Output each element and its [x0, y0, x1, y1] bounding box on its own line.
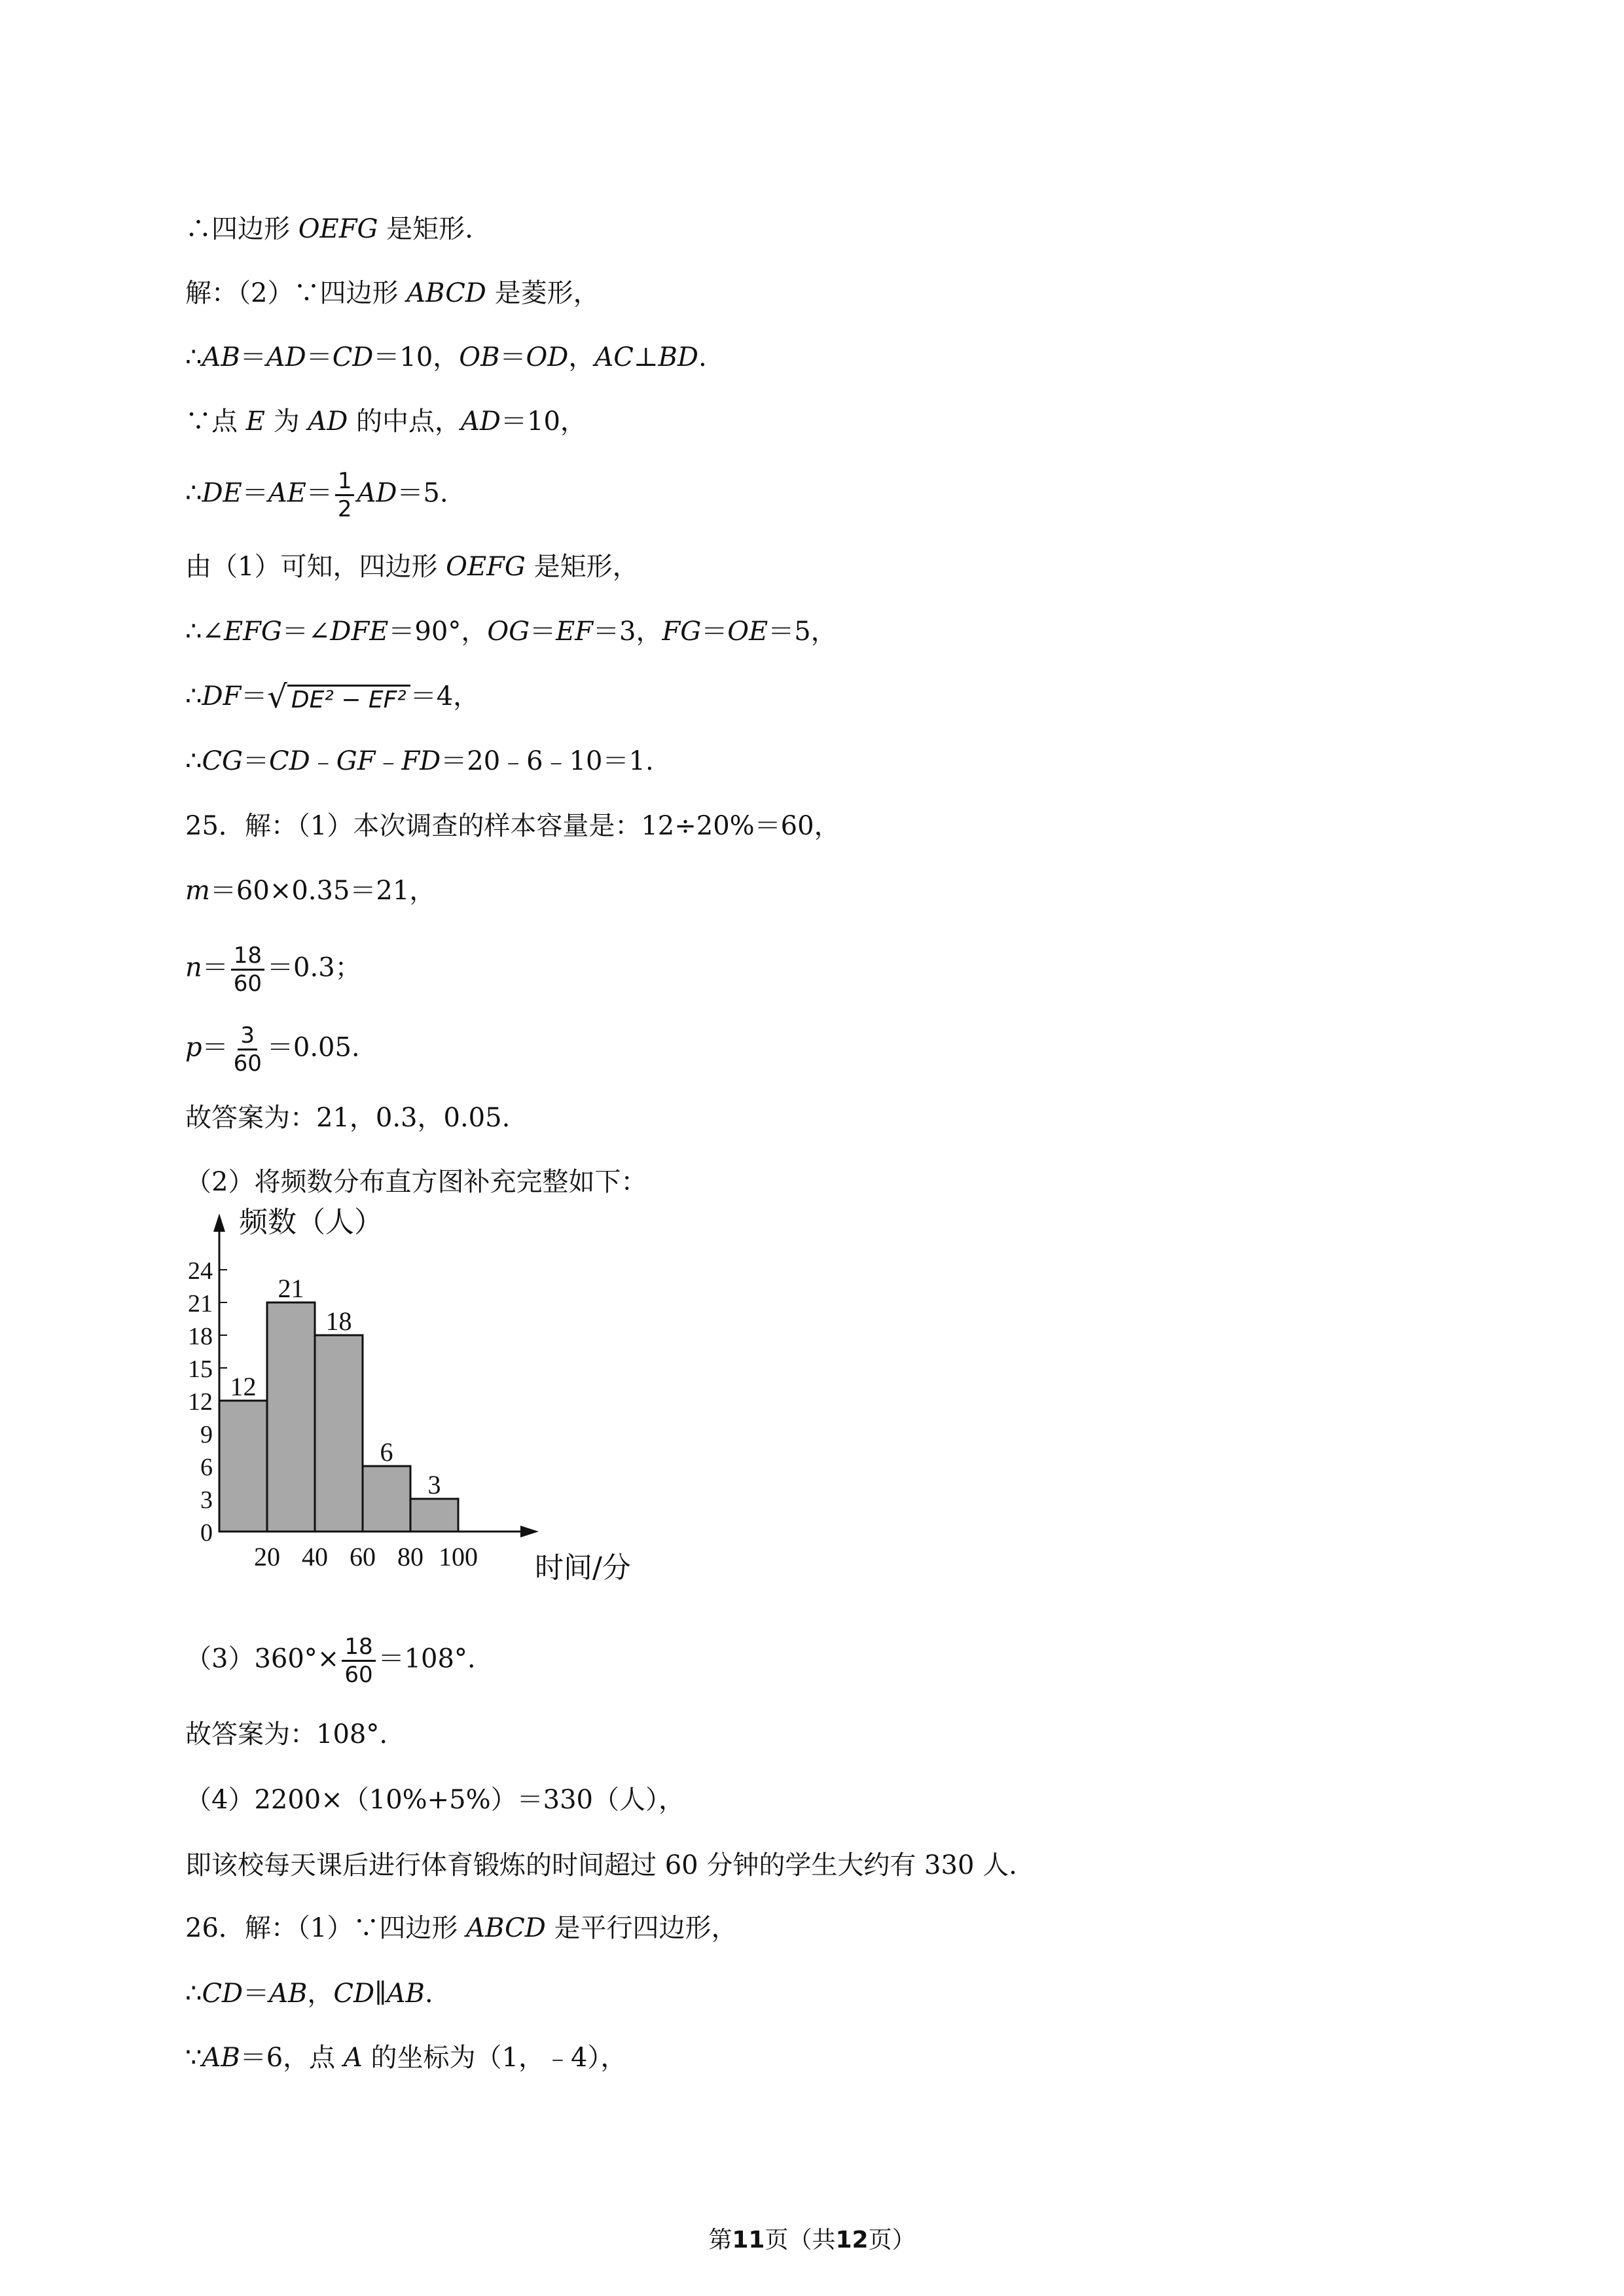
y-tick-label: 12 — [188, 1388, 213, 1416]
y-tick-label: 6 — [200, 1454, 213, 1481]
page-footer: 第11页（共12页） — [708, 2227, 916, 2253]
line-2: 解：（2）∵四边形 ABCD 是菱形， — [185, 278, 600, 308]
line-1: ∴四边形 OEFG 是矩形. — [185, 214, 473, 244]
histogram-bar — [410, 1499, 458, 1532]
line-19: 即该校每天课后进行体育锻炼的时间超过 60 分钟的学生大约有 330 人. — [185, 1850, 1017, 1880]
line-13: p＝ $\frac{3}{60}$ ＝0.05. — [185, 1022, 360, 1077]
line-3: ∴AB＝AD＝CD＝10，OB＝OD，AC⊥BD. — [185, 342, 707, 372]
bar-value-label: 6 — [380, 1437, 393, 1467]
line-6: 由（1）可知，四边形 OEFG 是矩形， — [185, 552, 639, 582]
y-tick-label: 18 — [188, 1323, 213, 1350]
fraction-half: $\frac{1}{2}$ — [335, 468, 355, 522]
x-tick-label: 20 — [254, 1542, 280, 1571]
y-tick-label: 15 — [188, 1355, 213, 1383]
line-11: m＝60×0.35＝21， — [185, 876, 436, 906]
line-4: ∵点 E 为 AD 的中点，AD＝10， — [185, 406, 586, 437]
fraction-18-60: $\frac{18}{60}$ — [231, 942, 264, 997]
frequency-histogram — [177, 1204, 635, 1597]
histogram-bar — [363, 1466, 410, 1532]
y-tick-label: 9 — [200, 1421, 213, 1448]
y-tick-label: 24 — [188, 1257, 213, 1285]
histogram-bar — [315, 1335, 363, 1532]
line-17: 故答案为：108°. — [185, 1719, 388, 1749]
y-tick-label: 3 — [200, 1486, 213, 1514]
bar-value-label: 18 — [325, 1306, 352, 1336]
bar-value-label: 21 — [278, 1274, 304, 1303]
line-16: （3）360°× $\frac{18}{60}$ ＝108°. — [185, 1634, 476, 1688]
line-20: 26．解：（1）∵四边形 ABCD 是平行四边形， — [185, 1913, 738, 1943]
line-18: （4）2200×（10%+5%）＝330（人）， — [185, 1785, 685, 1815]
histogram-bar — [219, 1401, 267, 1532]
y-tick-label: 21 — [188, 1290, 213, 1318]
y-tick-label: 0 — [200, 1519, 213, 1547]
histogram-bar — [267, 1302, 315, 1532]
line-14: 故答案为：21，0.3，0.05. — [185, 1103, 511, 1133]
bar-value-label: 3 — [427, 1470, 441, 1499]
bar-value-label: 12 — [230, 1372, 257, 1401]
line-21: ∴CD＝AB，CD∥AB. — [185, 1979, 433, 2009]
fraction-3-60: $\frac{3}{60}$ — [233, 1022, 262, 1077]
line-7: ∴∠EFG＝∠DFE＝90°，OG＝EF＝3，FG＝OE＝5， — [185, 617, 837, 647]
line-8: ∴DF＝√ DE² − EF² ＝4， — [185, 678, 479, 719]
x-tick-label: 80 — [397, 1542, 424, 1571]
fraction-18-60: $\frac{18}{60}$ — [342, 1634, 375, 1688]
x-tick-label: 60 — [350, 1542, 376, 1571]
y-axis-arrow — [213, 1213, 225, 1232]
line-15: （2）将频数分布直方图补充完整如下： — [185, 1167, 647, 1197]
x-tick-label: 40 — [302, 1542, 328, 1571]
line-9: ∴CG＝CD﹣GF﹣FD＝20﹣6﹣10＝1. — [185, 746, 654, 776]
x-axis-title: 时间/分 — [535, 1551, 631, 1585]
square-root: √ DE² − EF² — [267, 679, 410, 719]
line-22: ∵AB＝6，点 A 的坐标为（1，﹣4）， — [185, 2043, 627, 2073]
line-12: n＝ $\frac{18}{60}$ ＝0.3； — [185, 942, 361, 997]
x-axis-arrow — [520, 1526, 539, 1537]
line-10: 25．解：（1）本次调查的样本容量是：12÷20%＝60， — [185, 811, 840, 841]
y-axis-title: 频数（人） — [239, 1206, 383, 1239]
line-5: ∴DE＝AE＝ $\frac{1}{2}$ AD＝5. — [185, 468, 448, 522]
x-tick-label: 100 — [439, 1542, 478, 1571]
